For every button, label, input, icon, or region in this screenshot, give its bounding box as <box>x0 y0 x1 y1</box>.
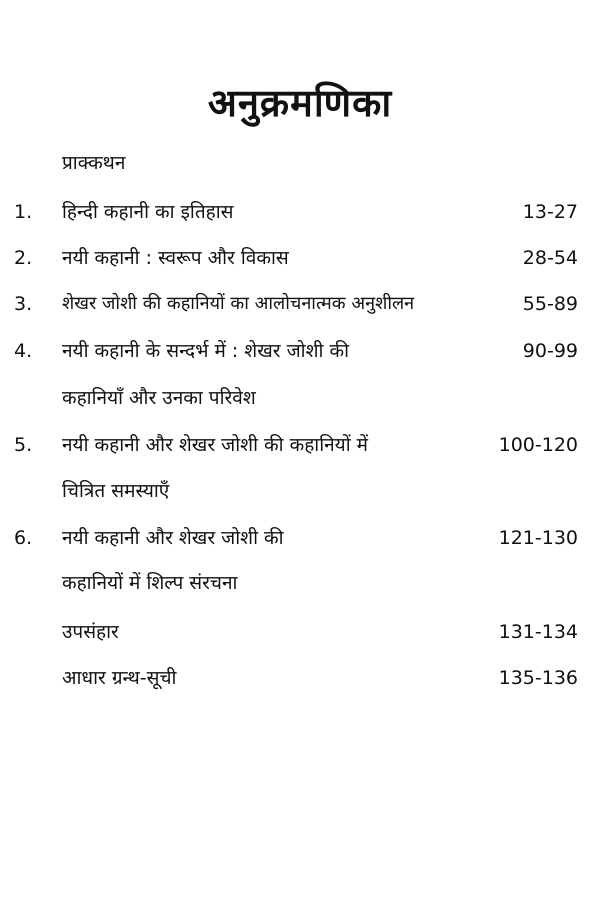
entry-text: आधार ग्रन्थ-सूची <box>62 667 177 689</box>
entry-pages: 135-136 <box>498 667 578 689</box>
entry-pages: 131-134 <box>498 621 578 643</box>
entry-text: उपसंहार <box>62 621 119 643</box>
toc-entry-conclusion <box>0 615 600 649</box>
toc-entry-4-continued <box>0 381 600 415</box>
entry-pages: 28-54 <box>522 247 578 269</box>
entry-pages: 100-120 <box>498 434 578 456</box>
entry-number: 3. <box>14 293 33 315</box>
toc-entry-3 <box>0 287 600 321</box>
entry-pages: 90-99 <box>522 340 578 362</box>
toc-entry-5 <box>0 428 600 462</box>
toc-entry-1 <box>0 195 600 229</box>
toc-entry-5-continued <box>0 474 600 508</box>
entry-text-continued: कहानियों में शिल्प संरचना <box>62 572 238 594</box>
toc-entry-preface <box>0 146 600 180</box>
entry-number: 6. <box>14 527 33 549</box>
entry-text: नयी कहानी और शेखर जोशी की कहानियों में <box>62 434 369 456</box>
entry-text: हिन्दी कहानी का इतिहास <box>62 201 234 223</box>
entry-text: नयी कहानी और शेखर जोशी की <box>62 527 284 549</box>
toc-entry-6 <box>0 521 600 555</box>
toc-entry-6-continued <box>0 566 600 600</box>
entry-text-continued: कहानियाँ और उनका परिवेश <box>62 387 256 409</box>
toc-entry-2 <box>0 241 600 275</box>
entry-pages: 121-130 <box>498 527 578 549</box>
entry-number: 4. <box>14 340 33 362</box>
entry-text: शेखर जोशी की कहानियों का आलोचनात्मक अनुशीलन <box>62 293 415 314</box>
entry-pages: 55-89 <box>522 293 578 315</box>
toc-entry-4 <box>0 334 600 368</box>
entry-pages: 13-27 <box>522 201 578 223</box>
entry-number: 1. <box>14 201 33 223</box>
entry-number: 2. <box>14 247 33 269</box>
entry-text: नयी कहानी : स्वरूप और विकास <box>62 247 289 269</box>
entry-text: नयी कहानी के सन्दर्भ में : शेखर जोशी की <box>62 340 349 362</box>
entry-text-continued: चित्रित समस्याएँ <box>62 480 170 502</box>
entry-text: प्राक्कथन <box>62 152 126 174</box>
toc-entry-bibliography <box>0 661 600 695</box>
entry-number: 5. <box>14 434 33 456</box>
page-title: अनुक्रमणिका <box>207 81 393 125</box>
